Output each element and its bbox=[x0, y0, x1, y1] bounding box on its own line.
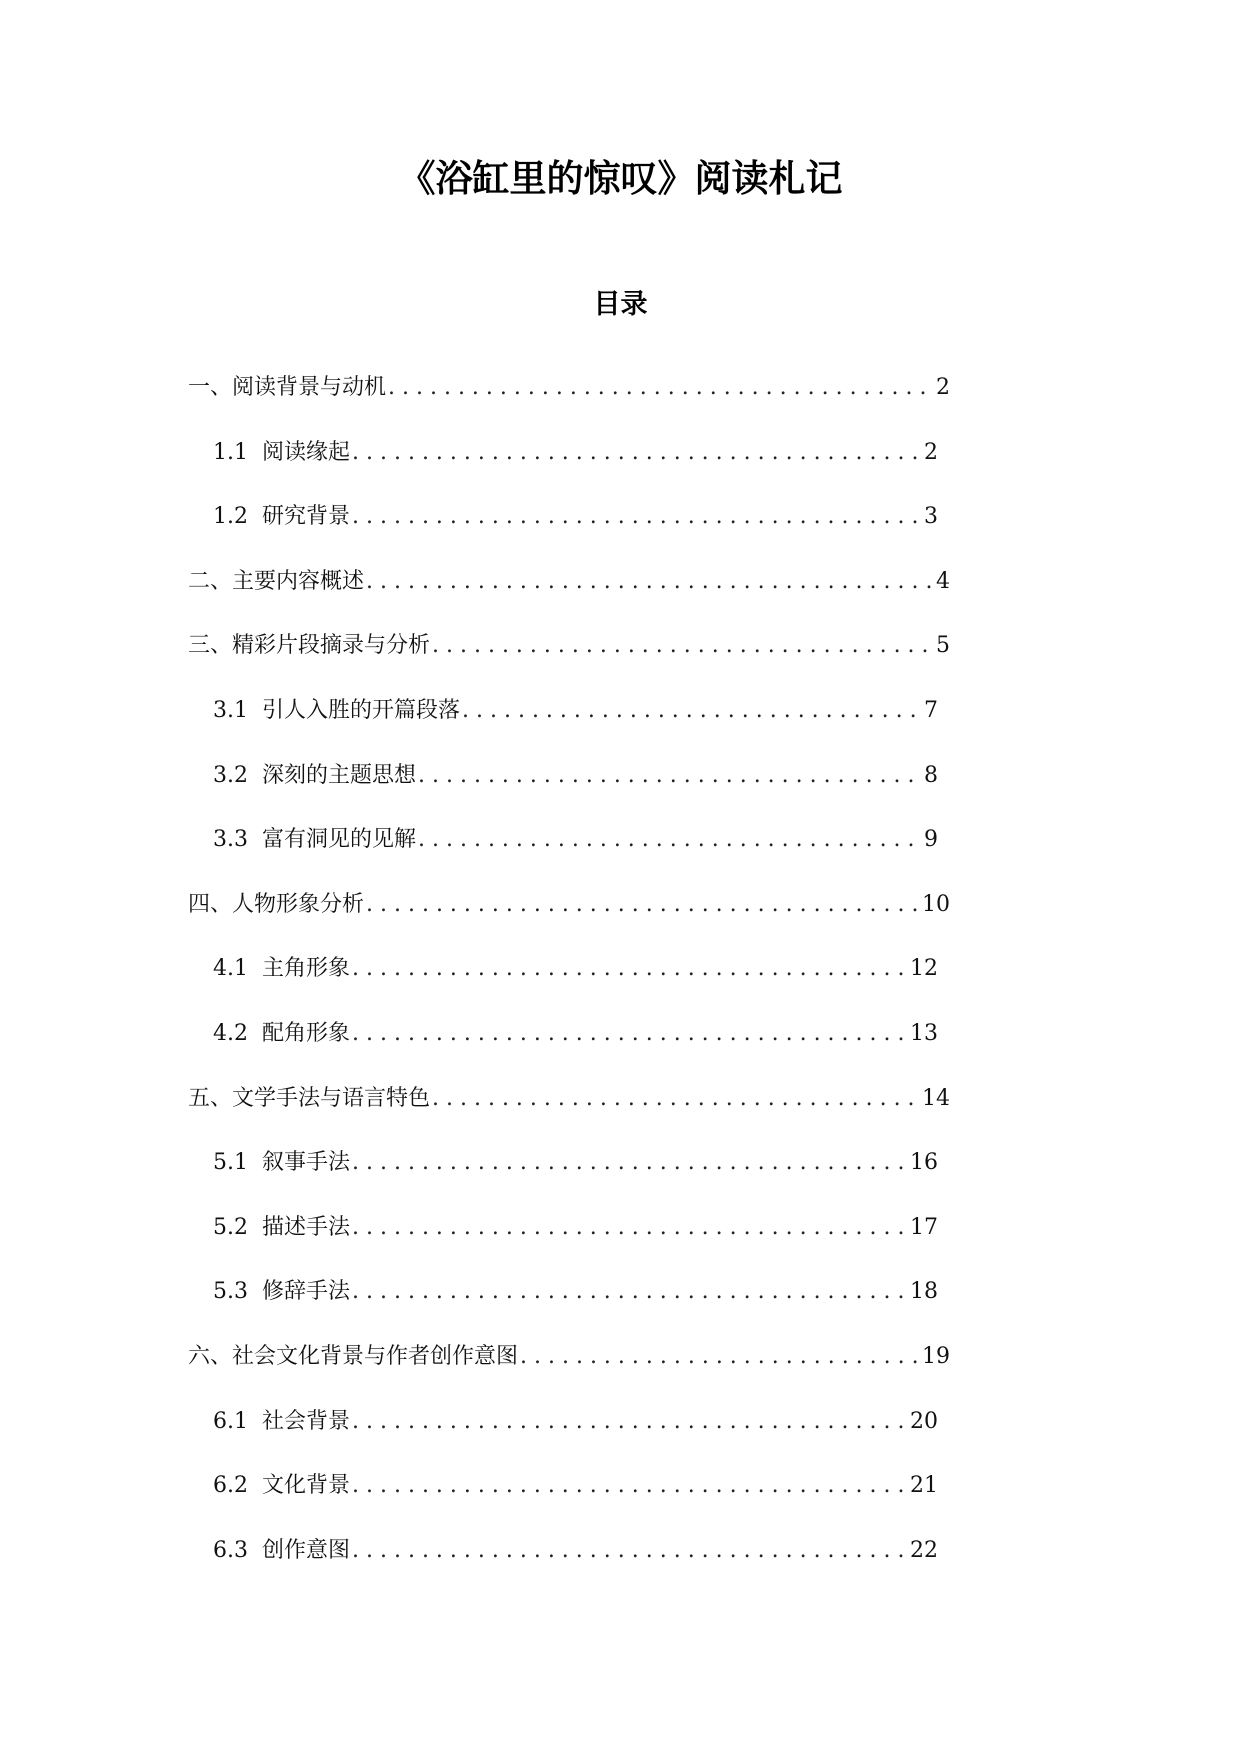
toc-entry-number: 5.1 bbox=[213, 1150, 248, 1176]
toc-dot-leader bbox=[462, 695, 922, 727]
toc-dot-leader bbox=[352, 1470, 908, 1502]
toc-entry-page-number: 12 bbox=[910, 956, 938, 982]
toc-entry-section[interactable] bbox=[213, 953, 938, 985]
toc-entry-label: 创作意图 bbox=[262, 1537, 351, 1563]
toc-entry-section[interactable] bbox=[213, 1212, 938, 1244]
toc-entry-chapter[interactable] bbox=[188, 630, 950, 662]
toc-entry-page-number: 19 bbox=[922, 1344, 950, 1369]
toc-dot-leader bbox=[418, 824, 922, 856]
toc-entry-label: 配角形象 bbox=[262, 1021, 351, 1046]
toc-entry-section[interactable] bbox=[213, 1406, 938, 1438]
toc-entry-section[interactable] bbox=[213, 695, 938, 727]
toc-dot-leader bbox=[352, 1212, 908, 1244]
toc-entry-page-number: 7 bbox=[924, 698, 938, 723]
toc-entry-number: 1.2 bbox=[213, 504, 248, 530]
document-title: 《浴缸里的惊叹》阅读札记 bbox=[398, 156, 843, 200]
toc-dot-leader bbox=[366, 889, 920, 921]
toc-entry-section[interactable] bbox=[213, 1147, 938, 1179]
toc-entry-number: 5.2 bbox=[213, 1214, 248, 1240]
toc-entry-label: 阅读缘起 bbox=[262, 439, 351, 465]
toc-entry-page-number: 9 bbox=[924, 827, 938, 853]
toc-dot-leader bbox=[520, 1341, 920, 1373]
toc-entry-chapter[interactable] bbox=[188, 1341, 950, 1373]
toc-entry-section[interactable] bbox=[213, 501, 938, 533]
toc-entry-page-number: 5 bbox=[936, 633, 950, 659]
toc-entry-chapter[interactable] bbox=[188, 1083, 950, 1115]
toc-entry-page-number: 3 bbox=[924, 504, 938, 530]
toc-entry-page-number: 21 bbox=[910, 1473, 938, 1499]
toc-entry-page-number: 8 bbox=[924, 762, 938, 788]
toc-dot-leader bbox=[366, 566, 934, 598]
toc-entry-label: 文化背景 bbox=[262, 1473, 351, 1499]
toc-entry-page-number: 16 bbox=[910, 1150, 938, 1176]
toc-entry-label: 主角形象 bbox=[262, 956, 351, 982]
toc-entry-number: 6.3 bbox=[213, 1537, 248, 1563]
toc-entry-number: 4.2 bbox=[213, 1021, 248, 1046]
toc-entry-number: 6.1 bbox=[213, 1408, 248, 1434]
toc-entry-label: 研究背景 bbox=[262, 504, 351, 530]
toc-entry-page-number: 20 bbox=[910, 1408, 938, 1434]
toc-entry-chapter[interactable] bbox=[188, 372, 950, 404]
toc-entry-page-number: 22 bbox=[910, 1537, 938, 1563]
toc-dot-leader bbox=[418, 760, 922, 792]
toc-entry-section[interactable] bbox=[213, 437, 938, 469]
toc-dot-leader bbox=[432, 1083, 920, 1115]
toc-entry-label: 描述手法 bbox=[262, 1214, 351, 1240]
toc-dot-leader bbox=[352, 1406, 908, 1438]
toc-entry-number: 3.3 bbox=[213, 827, 248, 853]
toc-entry-section[interactable] bbox=[213, 1018, 938, 1050]
toc-entry-page-number: 17 bbox=[910, 1214, 938, 1240]
toc-entry-section[interactable] bbox=[213, 1535, 938, 1567]
toc-entry-label: 富有洞见的见解 bbox=[262, 827, 417, 853]
toc-dot-leader bbox=[352, 437, 922, 469]
toc-dot-leader bbox=[352, 501, 922, 533]
toc-dot-leader bbox=[352, 1018, 908, 1050]
toc-entry-number: 1.1 bbox=[213, 439, 248, 465]
toc-entry-page-number: 2 bbox=[936, 375, 950, 400]
toc-entry-page-number: 2 bbox=[924, 439, 938, 465]
toc-entry-label: 二、主要内容概述 bbox=[188, 568, 365, 594]
toc-entry-page-number: 13 bbox=[910, 1021, 938, 1046]
toc-entry-label: 引人入胜的开篇段落 bbox=[262, 698, 461, 723]
toc-entry-page-number: 4 bbox=[936, 568, 950, 594]
toc-heading: 目录 bbox=[593, 289, 648, 320]
toc-entry-page-number: 10 bbox=[922, 891, 950, 917]
toc-entry-label: 三、精彩片段摘录与分析 bbox=[188, 633, 431, 659]
toc-dot-leader bbox=[352, 1276, 908, 1308]
toc-entry-page-number: 18 bbox=[910, 1279, 938, 1305]
toc-entry-label: 修辞手法 bbox=[262, 1279, 351, 1305]
toc-entry-section[interactable] bbox=[213, 760, 938, 792]
toc-entry-number: 3.1 bbox=[213, 698, 248, 723]
toc-entry-number: 5.3 bbox=[213, 1279, 248, 1305]
toc-entry-number: 4.1 bbox=[213, 956, 248, 982]
toc-entry-chapter[interactable] bbox=[188, 889, 950, 921]
toc-entry-label: 五、文学手法与语言特色 bbox=[188, 1085, 431, 1111]
toc-entry-page-number: 14 bbox=[922, 1085, 950, 1111]
toc-entry-label: 深刻的主题思想 bbox=[262, 762, 417, 788]
toc-dot-leader bbox=[352, 1535, 908, 1567]
toc-dot-leader bbox=[432, 630, 934, 662]
toc-entry-label: 社会背景 bbox=[262, 1408, 351, 1434]
toc-dot-leader bbox=[388, 372, 934, 404]
toc-entry-number: 6.2 bbox=[213, 1473, 248, 1499]
toc-entry-number: 3.2 bbox=[213, 762, 248, 788]
toc-dot-leader bbox=[352, 1147, 908, 1179]
toc-entry-label: 四、人物形象分析 bbox=[188, 891, 365, 917]
toc-entry-label: 叙事手法 bbox=[262, 1150, 351, 1176]
toc-entry-chapter[interactable] bbox=[188, 566, 950, 598]
toc-entry-section[interactable] bbox=[213, 824, 938, 856]
toc-entry-section[interactable] bbox=[213, 1276, 938, 1308]
toc-entry-label: 一、阅读背景与动机 bbox=[188, 375, 387, 400]
toc-dot-leader bbox=[352, 953, 908, 985]
toc-entry-label: 六、社会文化背景与作者创作意图 bbox=[188, 1344, 519, 1369]
toc-entry-section[interactable] bbox=[213, 1470, 938, 1502]
